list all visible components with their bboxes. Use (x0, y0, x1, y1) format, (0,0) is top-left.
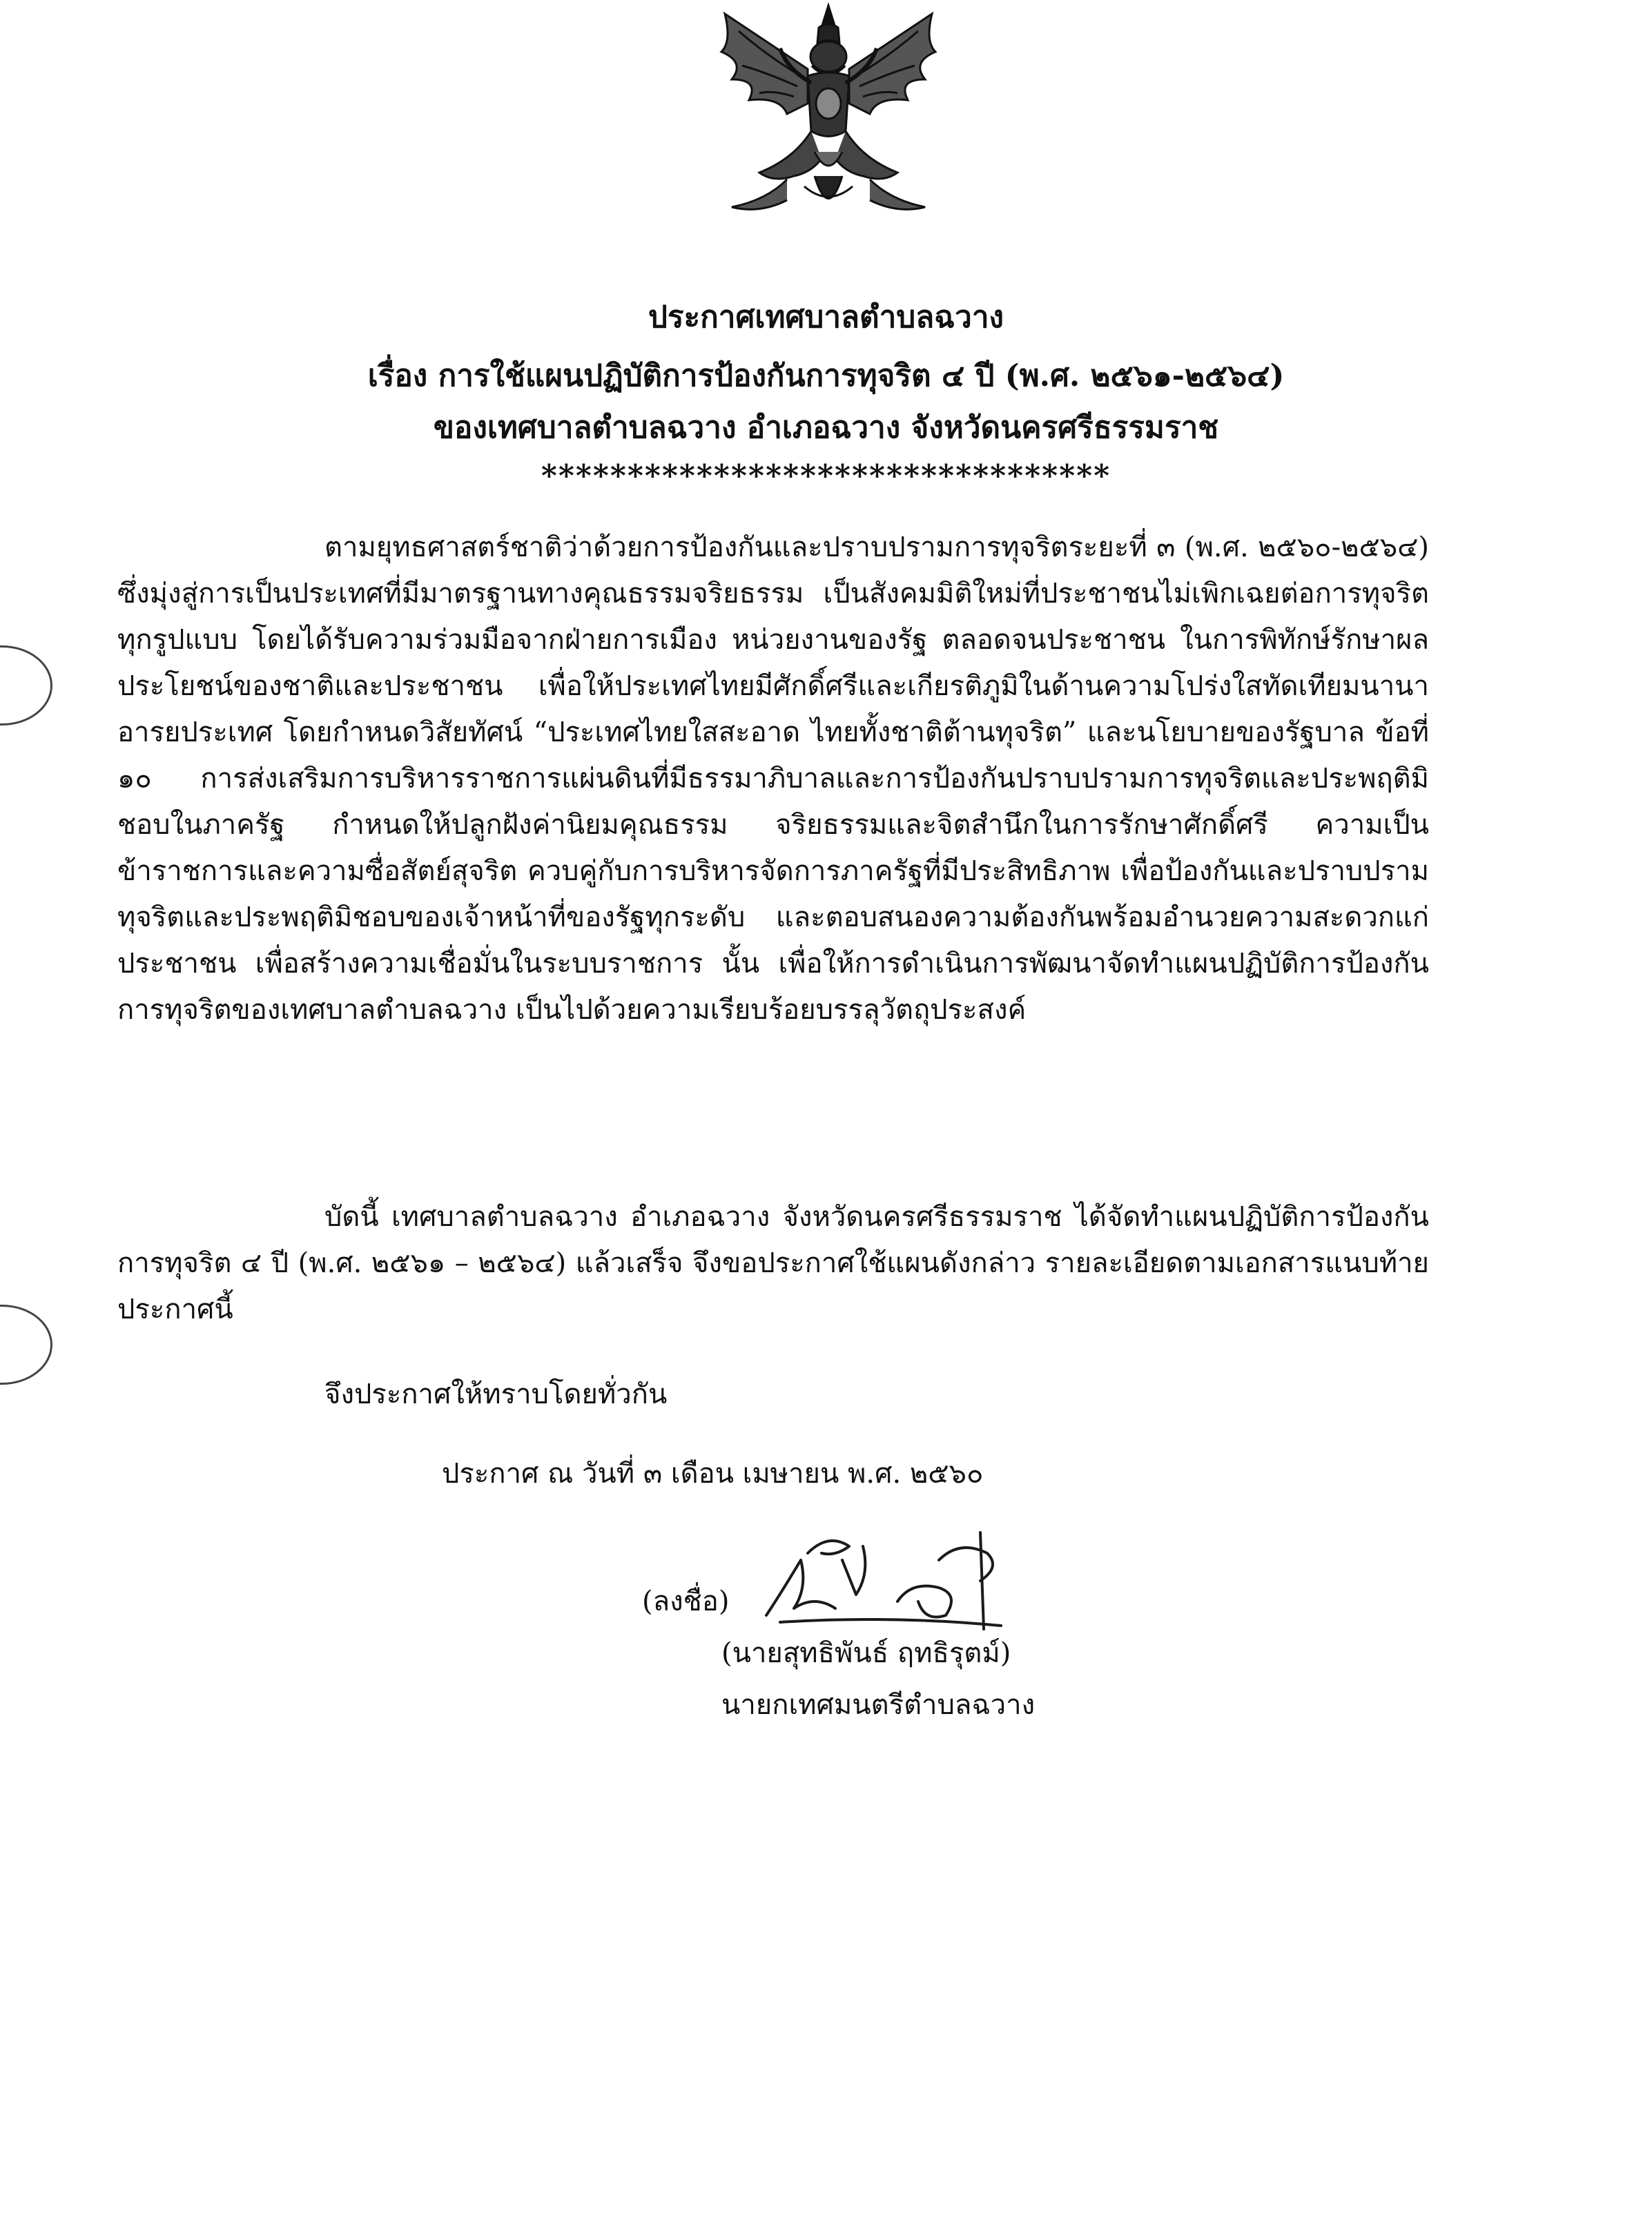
signature-label: (ลงชื่อ) (642, 1586, 730, 1617)
heading-title: ประกาศเทศบาลตำบลฉวาง (648, 300, 1004, 335)
announcement-date: ประกาศ ณ วันที่ ๓ เดือน เมษายน พ.ศ. ๒๕๖๐ (442, 1458, 984, 1490)
closing-statement: จึงประกาศให้ทราบโดยทั่วกัน (324, 1379, 668, 1410)
signer-title: นายกเทศมนตรีตำบลฉวาง (721, 1689, 1036, 1721)
garuda-emblem-icon (683, 0, 973, 235)
punch-hole-upper (0, 645, 52, 726)
handwritten-signature (752, 1519, 1042, 1650)
heading-organization: ของเทศบาลตำบลฉวาง อำเภอฉวาง จังหวัดนครศรีธรรมราช (433, 410, 1219, 445)
body-paragraph-2: บัดนี้ เทศบาลตำบลฉวาง อำเภอฉวาง จังหวัดนครศรีธรรมราช ได้จัดทำแผนปฏิบัติการป้องกันการทุจริต ๔ ปี (พ.ศ. ๒๕๖๑ – ๒๕๖๔) แล้วเสร็จ จึงขอประกาศใช้แผนดังกล่าว รายละเอียดตามเอกสารแนบท้ายประกาศนี้ (117, 1201, 1429, 1325)
signer-name: (นายสุทธิพันธ์ ฤทธิรุตม์) (721, 1637, 1011, 1669)
heading-separator: ********************************* (541, 458, 1111, 494)
body-paragraph-1: ตามยุทธศาสตร์ชาติว่าด้วยการป้องกันและปราบปรามการทุจริตระยะที่ ๓ (พ.ศ. ๒๕๖๐-๒๕๖๔) ซึ่งมุ่งสู่การเป็นประเทศที่มีมาตรฐานทางคุณธรรมจริยธรรม เป็นสังคมมิติใหม่ที่ประชาชนไม่เพิกเฉยต่อการทุจริตทุกรูปแบบ โดยได้รับความร่วมมือจากฝ่ายการเมือง หน่วยงานของรัฐ ตลอดจนประชาชน ในการพิทักษ์รักษาผลประโยชน์ของชาติและประชาชน เพื่อให้ประเทศไทยมีศักดิ์ศรีและเกียรติภูมิในด้านความโปร่งใสทัดเทียมนานาอารยประเทศ โดยกำหนดวิสัยทัศน์ “ประเทศไทยใสสะอาด ไทยทั้งชาติต้านทุจริต” และนโยบายของรัฐบาล ข้อที่ ๑๐ การส่งเสริมการบริหารราชการแผ่นดินที่มีธรรมาภิบาลและการป้องกันปราบปรามการทุจริตและประพฤติมิชอบในภาครัฐ กำหนดให้ปลูกฝังค่านิยมคุณธรรม จริยธรรมและจิตสำนึกในการรักษาศักดิ์ศรี ความเป็นข้าราชการและความซื่อสัตย์สุจริต ควบคู่กับการบริหารจัดการภาครัฐที่มีประสิทธิภาพ เพื่อป้องกันและปราบปรามทุจริตและประพฤติมิชอบของเจ้าหน้าที่ของรัฐทุกระดับ และตอบสนองความต้องกันพร้อมอำนวยความสะดวกแก่ประชาชน เพื่อสร้างความเชื่อมั่นในระบบราชการ นั้น เพื่อให้การดำเนินการพัฒนาจัดทำแผนปฏิบัติการป้องกันการทุจริตของเทศบาลตำบลฉวาง เป็นไปด้วยความเรียบร้อยบรรลุวัตถุประสงค์ (117, 532, 1429, 1026)
punch-hole-lower (0, 1305, 52, 1385)
heading-subject: เรื่อง การใช้แผนปฏิบัติการป้องกันการทุจริต ๔ ปี (พ.ศ. ๒๕๖๑-๒๕๖๔) (367, 358, 1285, 393)
